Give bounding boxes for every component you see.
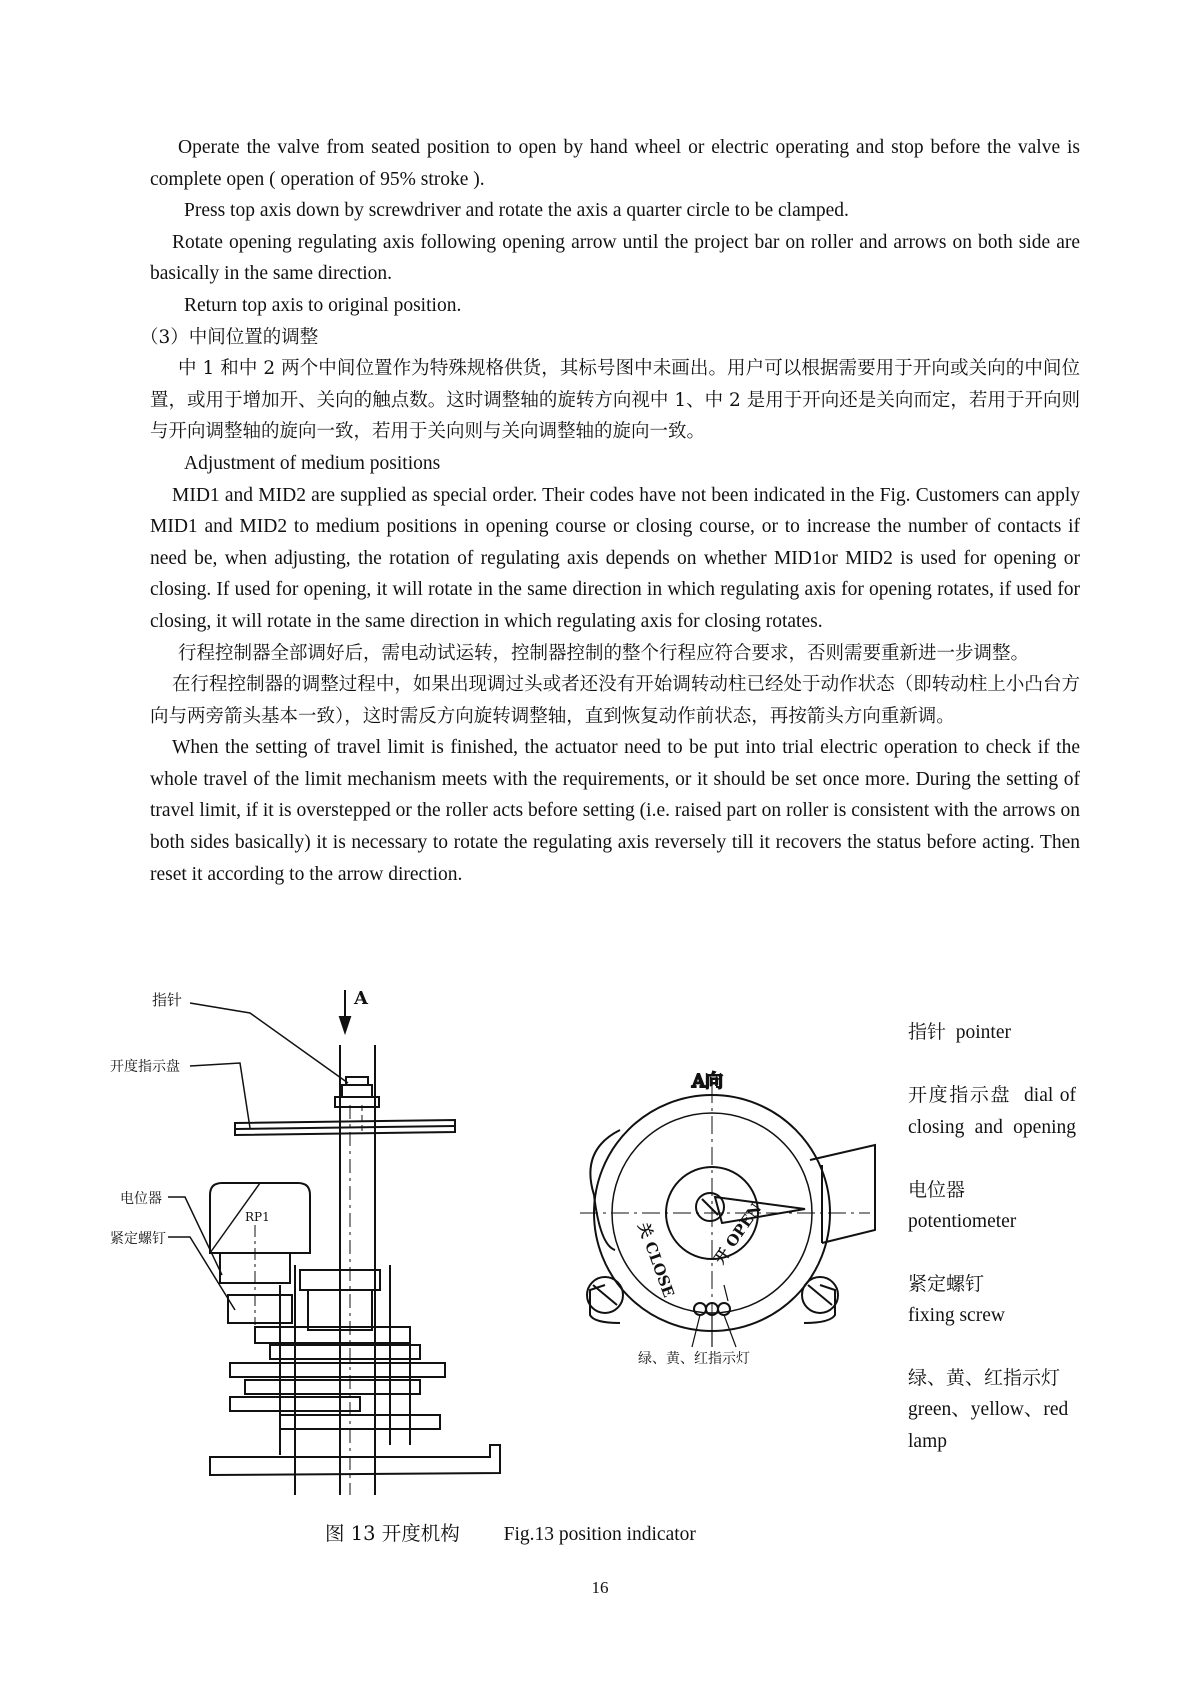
figure-13 [110, 985, 900, 1510]
legend-en: potentiometer [908, 1211, 1017, 1232]
legend-cn: 开度指示盘 [908, 1084, 1012, 1106]
legend-cn: 紧定螺钉 [908, 1273, 985, 1295]
pointer-nut [342, 1085, 372, 1097]
leader-potentiometer [168, 1197, 222, 1275]
caption-en: Fig.13 position indicator [503, 1524, 696, 1545]
body-text [140, 132, 1080, 890]
position-indicator-drawing [110, 985, 900, 1510]
caption-cn: 图 13 开度机构 [325, 1522, 460, 1545]
paragraph-return-axis: Return top axis to original position. [184, 294, 462, 316]
legend-en: pointer [955, 1022, 1011, 1043]
label-rp1: RP1 [245, 1210, 270, 1224]
legend-en: fixing screw [908, 1305, 1005, 1326]
green-lamp [694, 1303, 706, 1315]
figure-legend [908, 1016, 1076, 1488]
view-arrow-head [340, 1017, 350, 1032]
paragraph-trial-run-en: When the setting of travel limit is finished, the actuator need to be put into trial electric operation to check if the whole travel of the limit mechanism meets with the requirements, or it should be set once more. During the setting of travel limit, if it is overstepped or the roller acts before setting (i.e. raised part on roller is consistent with the arrows on both sides basically) it is necessary to rotate the regulating axis reversely till it recovers the status before acting. Then reset it according to the arrow direction. [150, 737, 1080, 885]
legend-en: green、yellow、red lamp [908, 1399, 1069, 1452]
legend-item-potentiometer [908, 1174, 1076, 1238]
legend-cn: 绿、黄、红指示灯 [908, 1367, 1061, 1389]
paragraph-press-top-axis: Press top axis down by screwdriver and rotate the axis a quarter circle to be clamped. [184, 200, 849, 222]
base-plate [210, 1445, 500, 1475]
leader-fixing-screw [168, 1237, 235, 1310]
paragraph-overstep-cn: 在行程控制器的调整过程中，如果出现调过头或者还没有开始调转动柱已经处于动作状态（即转动柱上小凸台方向与两旁箭头基本一致），这时需反方向旋转调整轴，直到恢复动作前状态，再按箭头方向重新调。 [150, 674, 1080, 727]
paragraph-medium-positions-en: MID1 and MID2 are supplied as special order. Their codes have not been indicated in the Fig. Customers can apply MID1 and MID2 to medium positions in opening course or closing course, or to increase the number of contacts if need be, when adjusting, the rotation of regulating axis depends on whether MID1or MID2 is used for opening or closing. If used for opening, it will rotate in the same direction in which regulating axis for opening rotates, if used for closing, it will rotate in the same direction in which regulating axis for closing rotates. [150, 484, 1080, 632]
label-close: 关 CLOSE [634, 1220, 678, 1300]
paragraph-operate-valve: Operate the valve from seated position to open by hand wheel or electric operating and stop before the valve is complete open ( operation of 95% stroke ). [150, 137, 1080, 190]
label-fixing-screw: 紧定螺钉 [110, 1231, 166, 1247]
legend-item-pointer [908, 1016, 1076, 1049]
leader-dial [190, 1063, 250, 1128]
label-view-a: A向 [692, 1071, 723, 1092]
legend-cn: 电位器 [908, 1179, 966, 1201]
figure-caption [325, 1518, 696, 1546]
right-connector [810, 1145, 875, 1243]
heading-adjustment-medium: Adjustment of medium positions [184, 452, 441, 474]
legend-item-lamps [908, 1362, 1076, 1458]
paragraph-rotate-axis: Rotate opening regulating axis following opening arrow until the project bar on roller and arrows on both side are basically in the same direction. [150, 231, 1080, 285]
legend-item-fixing-screw [908, 1268, 1076, 1332]
paragraph-medium-positions-cn: 中 1 和中 2 两个中间位置作为特殊规格供货，其标号图中未画出。用户可以根据需要用于开向或关向的中间位置，或用于增加开、关向的触点数。这时调整轴的旋转方向视中 1、中 2 是用于开向还是关向而定，若用于开向则与开向调整轴的旋向一致，若用于关向则与关向调整轴的旋向一致。 [150, 358, 1080, 443]
legend-item-dial [908, 1079, 1076, 1144]
label-potentiometer: 电位器 [120, 1191, 162, 1207]
red-lamp [718, 1303, 730, 1315]
label-pointer: 指针 [152, 991, 183, 1009]
legend-cn: 指针 [908, 1021, 947, 1043]
label-lamps: 绿、黄、红指示灯 [638, 1351, 750, 1367]
section-heading-medium-positions: （3）中间位置的调整 [140, 326, 319, 348]
paragraph-trial-run-cn: 行程控制器全部调好后，需电动试运转，控制器控制的整个行程应符合要求，否则需要重新进一步调整。 [178, 642, 1030, 664]
fixing-screw-gear [228, 1295, 292, 1323]
label-dial: 开度指示盘 [110, 1059, 180, 1075]
page-number: 16 [591, 1578, 609, 1597]
label-open: 开 OPEN [710, 1199, 766, 1268]
label-arrow-a: A [354, 988, 368, 1009]
legend-en: dial of closing and opening [908, 1085, 1076, 1138]
leader-pointer [190, 1003, 348, 1083]
